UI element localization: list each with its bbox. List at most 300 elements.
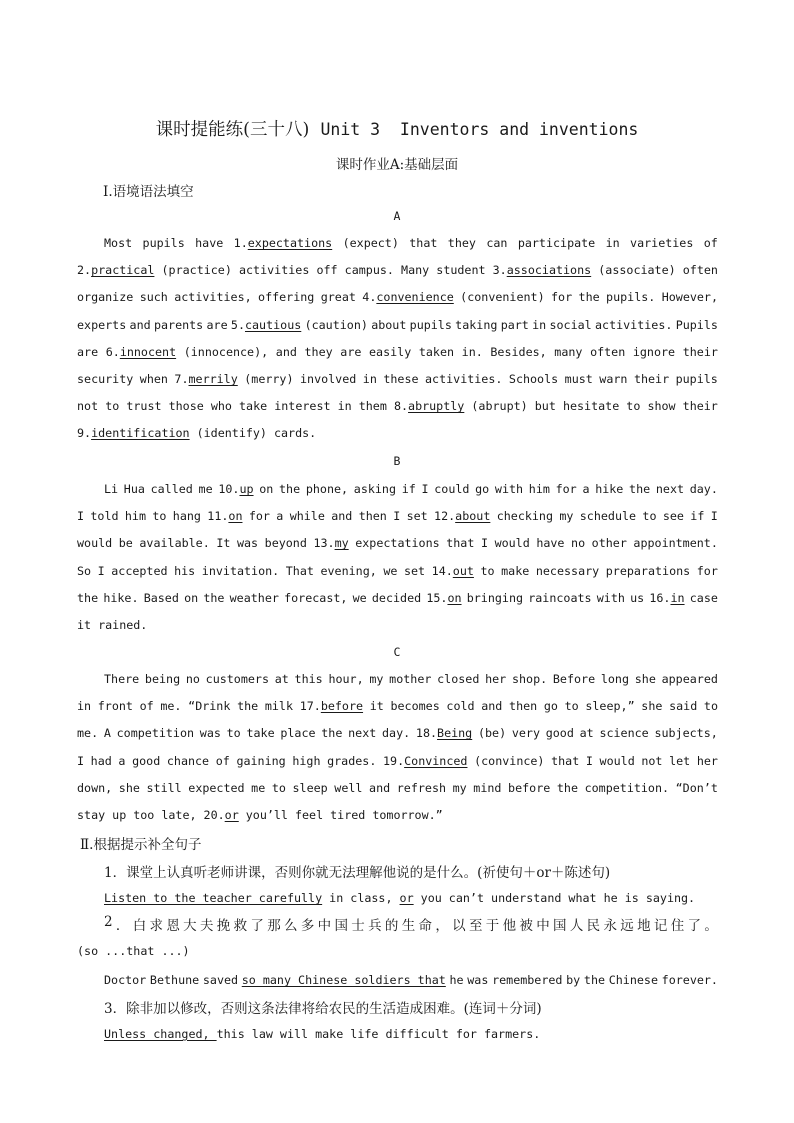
word: I [480, 536, 488, 551]
word: my [452, 780, 467, 795]
word: I [393, 509, 401, 524]
word: the [583, 973, 606, 987]
word: take [246, 726, 275, 741]
word: 18. [415, 726, 438, 741]
numbered-blank [383, 751, 467, 771]
passage-line [77, 342, 718, 362]
word: have [195, 236, 224, 250]
answer-blank: out [452, 563, 474, 578]
word: the [556, 780, 578, 795]
prompt-char: 住 [670, 918, 685, 934]
prompt-char: 人 [569, 918, 584, 934]
word: at [274, 672, 289, 686]
word: Schools [508, 372, 559, 386]
word: that [409, 236, 438, 250]
word: mind [473, 780, 502, 795]
prompt-char: 以 [452, 918, 466, 934]
word: was [199, 726, 221, 741]
word: be [118, 536, 133, 551]
word: the [321, 726, 343, 741]
word: was [467, 973, 489, 987]
word: schedule [579, 509, 637, 524]
word: weather [229, 590, 279, 605]
word: the [279, 482, 301, 496]
prompt-char: 国 [553, 918, 567, 934]
question-2-prompt-continued [77, 941, 718, 961]
word: would [77, 536, 113, 551]
word: competition. [584, 780, 670, 795]
prompt-char: ． [115, 918, 130, 934]
word: cards. [273, 426, 317, 441]
word: great [320, 290, 356, 305]
prompt-char: 那 [267, 918, 281, 934]
word: for [248, 509, 270, 524]
word: must [564, 372, 593, 386]
answer-blank: on [228, 509, 243, 524]
word: 20. [203, 808, 225, 822]
word: Chinese [608, 973, 658, 987]
word: of [139, 699, 154, 714]
word: would [494, 536, 530, 551]
word: their [682, 399, 718, 414]
word: 13. [313, 536, 335, 551]
passage-a-label: A [393, 209, 401, 223]
passage-line [77, 287, 718, 307]
word: go [475, 482, 490, 496]
word: then [358, 509, 387, 524]
word: 19. [383, 753, 405, 768]
word: grades. [327, 753, 377, 768]
word: saved [202, 973, 239, 987]
word: I [97, 563, 105, 578]
prompt-char: 2 [104, 914, 113, 930]
word: while [289, 509, 325, 524]
page-title [0, 116, 794, 141]
word: necessary [535, 563, 600, 578]
word: him [124, 509, 147, 524]
word: many [554, 344, 583, 359]
word: by [566, 973, 581, 987]
word: set [403, 563, 426, 578]
word: too [133, 808, 155, 822]
word: I [710, 509, 718, 524]
word: can [486, 236, 508, 250]
numbered-blank [649, 588, 684, 608]
title-chinese: 课时提能练(三十八) [155, 120, 310, 140]
prompt-char: 被 [519, 918, 533, 934]
prompt-char: 远 [620, 918, 634, 934]
word: if [401, 482, 416, 496]
word: Pupils [675, 317, 718, 332]
word: raincoats [528, 590, 592, 605]
word: then [509, 699, 538, 714]
question-1-prompt: 1．课堂上认真听老师讲课，否则你就无法理解他说的是什么。(祈使句＋or＋陈述句) [104, 865, 611, 881]
word: before [508, 780, 551, 795]
page-subtitle: 课时作业A:基础层面 [335, 157, 459, 173]
passage-line [77, 369, 718, 389]
word: she [641, 699, 663, 714]
word: that [446, 536, 475, 551]
prompt-char: 了 [687, 918, 702, 934]
word: pupils [409, 317, 452, 332]
word: not [641, 753, 663, 768]
word: (caution) [304, 317, 368, 332]
word: she [634, 672, 656, 686]
answer-blank: merrily [188, 372, 238, 386]
numbered-blank [416, 723, 472, 743]
word: (convince) [474, 753, 545, 768]
word: this [294, 672, 323, 686]
prompt-char: 命 [418, 918, 433, 934]
word: expectations [355, 536, 440, 551]
word: social [549, 317, 592, 332]
section-2-heading: Ⅱ.根据提示补全句子 [80, 837, 202, 853]
word: next [655, 482, 685, 496]
word: 1. [233, 236, 248, 250]
word: still [146, 780, 182, 795]
word: those [168, 399, 204, 414]
word: becomes [390, 699, 440, 714]
word: had [90, 753, 112, 768]
word: (merry) [244, 372, 294, 386]
word: who [210, 399, 232, 414]
word: activities. [595, 317, 673, 332]
word: 4. [362, 290, 377, 305]
numbered-blank [394, 396, 464, 416]
word: interest [274, 399, 331, 414]
word: no [185, 672, 200, 686]
word: could [434, 482, 470, 496]
answer-blank: practical [91, 263, 155, 278]
prompt-char: 。 [704, 918, 718, 934]
word: good [132, 753, 161, 768]
word: with [494, 482, 524, 496]
passage-line [77, 778, 718, 798]
word: shop. [511, 672, 548, 686]
word: the [237, 699, 259, 714]
word: (be) [477, 726, 507, 741]
word: me. [77, 726, 99, 741]
word: such [139, 290, 168, 305]
word: in. [461, 344, 483, 359]
word: hang [172, 509, 201, 524]
numbered-blank [300, 696, 363, 716]
word: (associate) [598, 263, 676, 278]
word: to [480, 563, 495, 578]
word: us [630, 590, 645, 605]
word: to [564, 699, 579, 714]
section-1-heading: Ⅰ.语境语法填空 [103, 184, 194, 200]
word: A [103, 726, 111, 741]
passage-line [104, 233, 718, 253]
word: chance [166, 753, 210, 768]
word: gaining [236, 753, 286, 768]
word: case [689, 590, 718, 605]
word: 5. [230, 317, 245, 332]
answer-blank: in [670, 590, 685, 605]
word: go [543, 699, 558, 714]
word: show [647, 399, 676, 414]
word: activities, [174, 290, 252, 305]
answer-blank: cautious [244, 317, 302, 332]
prompt-char: 大 [183, 918, 197, 934]
numbered-blank [231, 315, 301, 335]
word: to [105, 399, 120, 414]
passage-line [77, 723, 718, 743]
word: if [690, 509, 705, 524]
word: they [447, 236, 476, 250]
answer-blank: abruptly [408, 399, 465, 414]
word: There [104, 672, 140, 686]
word: appeared [661, 672, 718, 686]
word: when [139, 372, 168, 386]
word: called [150, 482, 193, 496]
word: she [118, 780, 140, 795]
word: involved [300, 372, 357, 386]
word: offering [258, 290, 315, 305]
answer-blank: Being [437, 726, 473, 741]
word: and [275, 344, 297, 359]
word: long [600, 672, 630, 686]
prompt-char: 永 [603, 918, 617, 934]
word: (identify) [196, 426, 267, 441]
word: taking [455, 317, 498, 332]
passage-line [77, 260, 718, 280]
prompt-char: ， [435, 918, 449, 934]
word: sleep,” [585, 699, 635, 714]
word: the [203, 590, 225, 605]
word: about [371, 317, 407, 332]
word: with [596, 590, 625, 605]
word: the [77, 590, 99, 605]
word: not [77, 399, 99, 414]
word: evening, [320, 563, 377, 578]
word: 11. [207, 509, 229, 524]
word: tomorrow.” [372, 808, 443, 822]
word: late, [161, 808, 197, 822]
prompt-char: 中 [317, 918, 332, 934]
word: Bethune [149, 973, 200, 987]
word: set [406, 509, 428, 524]
answer-blank: before [320, 699, 364, 714]
word: available. [139, 536, 210, 551]
word: trust [126, 399, 162, 414]
prompt-char: 的 [384, 918, 399, 934]
passage-b-label: B [393, 454, 401, 468]
word: day. [689, 482, 718, 496]
word: bringing [466, 590, 524, 605]
word: customers [205, 672, 269, 686]
word: told [90, 509, 119, 524]
word: hesitate [562, 399, 620, 414]
word: warn [599, 372, 628, 386]
word: 16. [649, 590, 671, 605]
word: take [239, 399, 268, 414]
word: taken [418, 344, 455, 359]
word: Before [552, 672, 596, 686]
question-1-answer [104, 888, 718, 908]
prompt-char: 求 [149, 918, 164, 934]
word: science [599, 726, 649, 741]
word: make [501, 563, 530, 578]
word: in [605, 236, 620, 250]
word: other [591, 536, 627, 551]
word: 3. [492, 263, 507, 278]
word: the [578, 290, 600, 305]
word: cold [446, 699, 475, 714]
word: him [528, 482, 550, 496]
word: to [271, 780, 286, 795]
word: I [585, 753, 593, 768]
word: for [555, 482, 577, 496]
word: her [696, 753, 718, 768]
word: place [280, 726, 316, 741]
word: varieties [630, 236, 694, 250]
word: asking [353, 482, 397, 496]
word: appointment. [633, 536, 718, 551]
prompt-char: 夫 [199, 918, 214, 934]
answer-blank: on [447, 590, 462, 605]
numbered-blank [77, 260, 154, 280]
word: pupils [675, 372, 718, 386]
prompt-char: 地 [637, 918, 651, 934]
word: beyond [264, 536, 307, 551]
word: (convenient) [460, 290, 545, 305]
question-2-answer [104, 970, 718, 990]
title-english: Unit 3 Inventors and inventions [320, 120, 639, 139]
word: refresh [396, 780, 447, 795]
word: very [511, 726, 540, 741]
word: (innocence), [183, 344, 269, 359]
word: being [144, 672, 181, 686]
word: competition [116, 726, 195, 741]
word: my [369, 672, 384, 686]
word: pupils. [606, 290, 656, 305]
word: we [383, 563, 398, 578]
word: 15. [426, 590, 448, 605]
word: often [590, 344, 626, 359]
word: sleep [292, 780, 328, 795]
word: and [481, 699, 503, 714]
question-2-prompt [104, 914, 718, 934]
prompt-char: 救 [233, 918, 248, 934]
word: tired [330, 808, 366, 822]
word: preparations [605, 563, 691, 578]
prompt-char: 么 [284, 918, 298, 934]
word: “Don’t [675, 780, 718, 795]
answer-blank: identification [91, 426, 190, 441]
passage-c-label: C [393, 645, 401, 659]
numbered-blank [174, 369, 237, 389]
prompt-char: 记 [653, 918, 668, 934]
word: next [348, 726, 377, 741]
word: 8. [393, 399, 409, 414]
word: 14. [431, 563, 453, 578]
word: easily [369, 344, 412, 359]
word: pupils [142, 236, 185, 250]
word: 17. [299, 699, 321, 714]
word: feel [294, 808, 324, 822]
word: and [129, 317, 151, 332]
word: ignore [632, 344, 676, 359]
passage-line [77, 751, 718, 771]
word: milk [264, 699, 294, 714]
word: to [226, 726, 241, 741]
word: a [582, 482, 590, 496]
word: good [545, 726, 574, 741]
numbered-blank [106, 342, 176, 362]
answer-blank: Convinced [404, 753, 468, 768]
word: at [579, 726, 594, 741]
word: for [696, 563, 718, 578]
word: up [112, 808, 127, 822]
word: (expect) [342, 236, 399, 250]
word: you can’t understand what he is saying. [413, 891, 696, 905]
passage-line [104, 669, 718, 689]
word: parents [153, 317, 204, 332]
word: to [703, 699, 718, 714]
prompt-char: 生 [401, 918, 416, 934]
word: 12. [434, 509, 456, 524]
prompt-char: 白 [132, 918, 147, 934]
word: front [97, 699, 133, 714]
passage-line [77, 396, 718, 416]
word: they [304, 344, 333, 359]
word: it [369, 699, 384, 714]
word: I [77, 509, 85, 524]
word: part [500, 317, 529, 332]
prompt-char: 于 [485, 918, 500, 934]
word: said [669, 699, 698, 714]
word: 7. [174, 372, 189, 386]
numbered-blank [493, 260, 592, 280]
word: her [485, 672, 507, 686]
word: let [669, 753, 691, 768]
passage-line [77, 615, 718, 635]
word: stay [77, 808, 106, 822]
word: invitation. [201, 563, 280, 578]
word: to [642, 509, 657, 524]
word: forecast, [284, 590, 348, 605]
word: hour, [328, 672, 364, 686]
word: a [276, 509, 284, 524]
word: in [532, 317, 547, 332]
word: (abrupt) [471, 399, 528, 414]
word: However, [661, 290, 718, 305]
passage-line [77, 533, 718, 553]
word: of [703, 236, 718, 250]
word: I [421, 482, 429, 496]
word: Many [401, 263, 430, 278]
word: Li [104, 482, 119, 496]
prompt-char: 恩 [166, 918, 180, 934]
word: high [292, 753, 321, 768]
word: expected [188, 780, 245, 795]
prompt-char: 至 [468, 918, 483, 934]
word: me. [160, 699, 182, 714]
word: Hua [123, 482, 145, 496]
answer-blank: or [224, 808, 239, 822]
word: subjects, [654, 726, 718, 741]
word: it [77, 618, 92, 632]
passage-line [77, 506, 718, 526]
word: would [599, 753, 635, 768]
answer-blank: so many Chinese soldiers that [241, 973, 446, 987]
word: see [662, 509, 684, 524]
answer-blank: expectations [247, 236, 333, 250]
word: experts [77, 317, 127, 332]
word: I [77, 753, 85, 768]
